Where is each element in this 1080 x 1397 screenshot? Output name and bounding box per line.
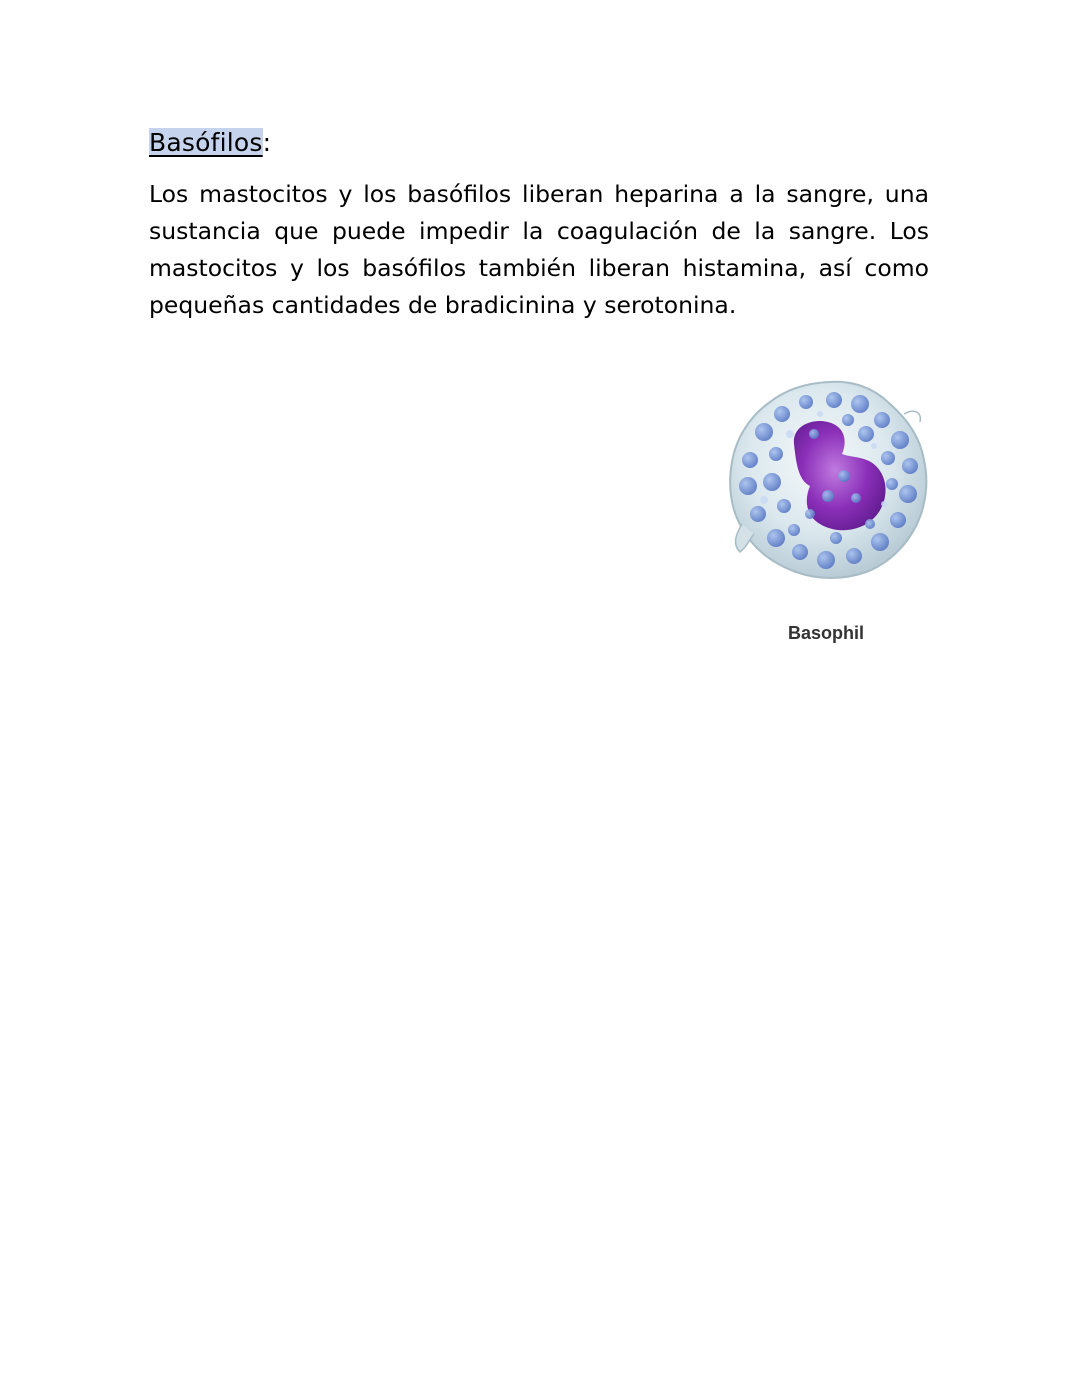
section-heading <box>149 124 271 162</box>
section-paragraph: Los mastocitos y los basófilos liberan heparina a la sangre, una sustancia que puede impedir la coagulación de la sangre. Los mastocitos y los basófilos también liberan histamina, así como pequeñas cantidades de bradicinina y serotonina. <box>149 180 929 319</box>
basophil-illustration <box>724 374 934 589</box>
basophil-cell-image <box>724 374 934 589</box>
section-heading-colon: : <box>262 128 272 157</box>
section-heading-text: Basófilos <box>149 128 263 157</box>
figure-caption: Basophil <box>787 623 864 643</box>
